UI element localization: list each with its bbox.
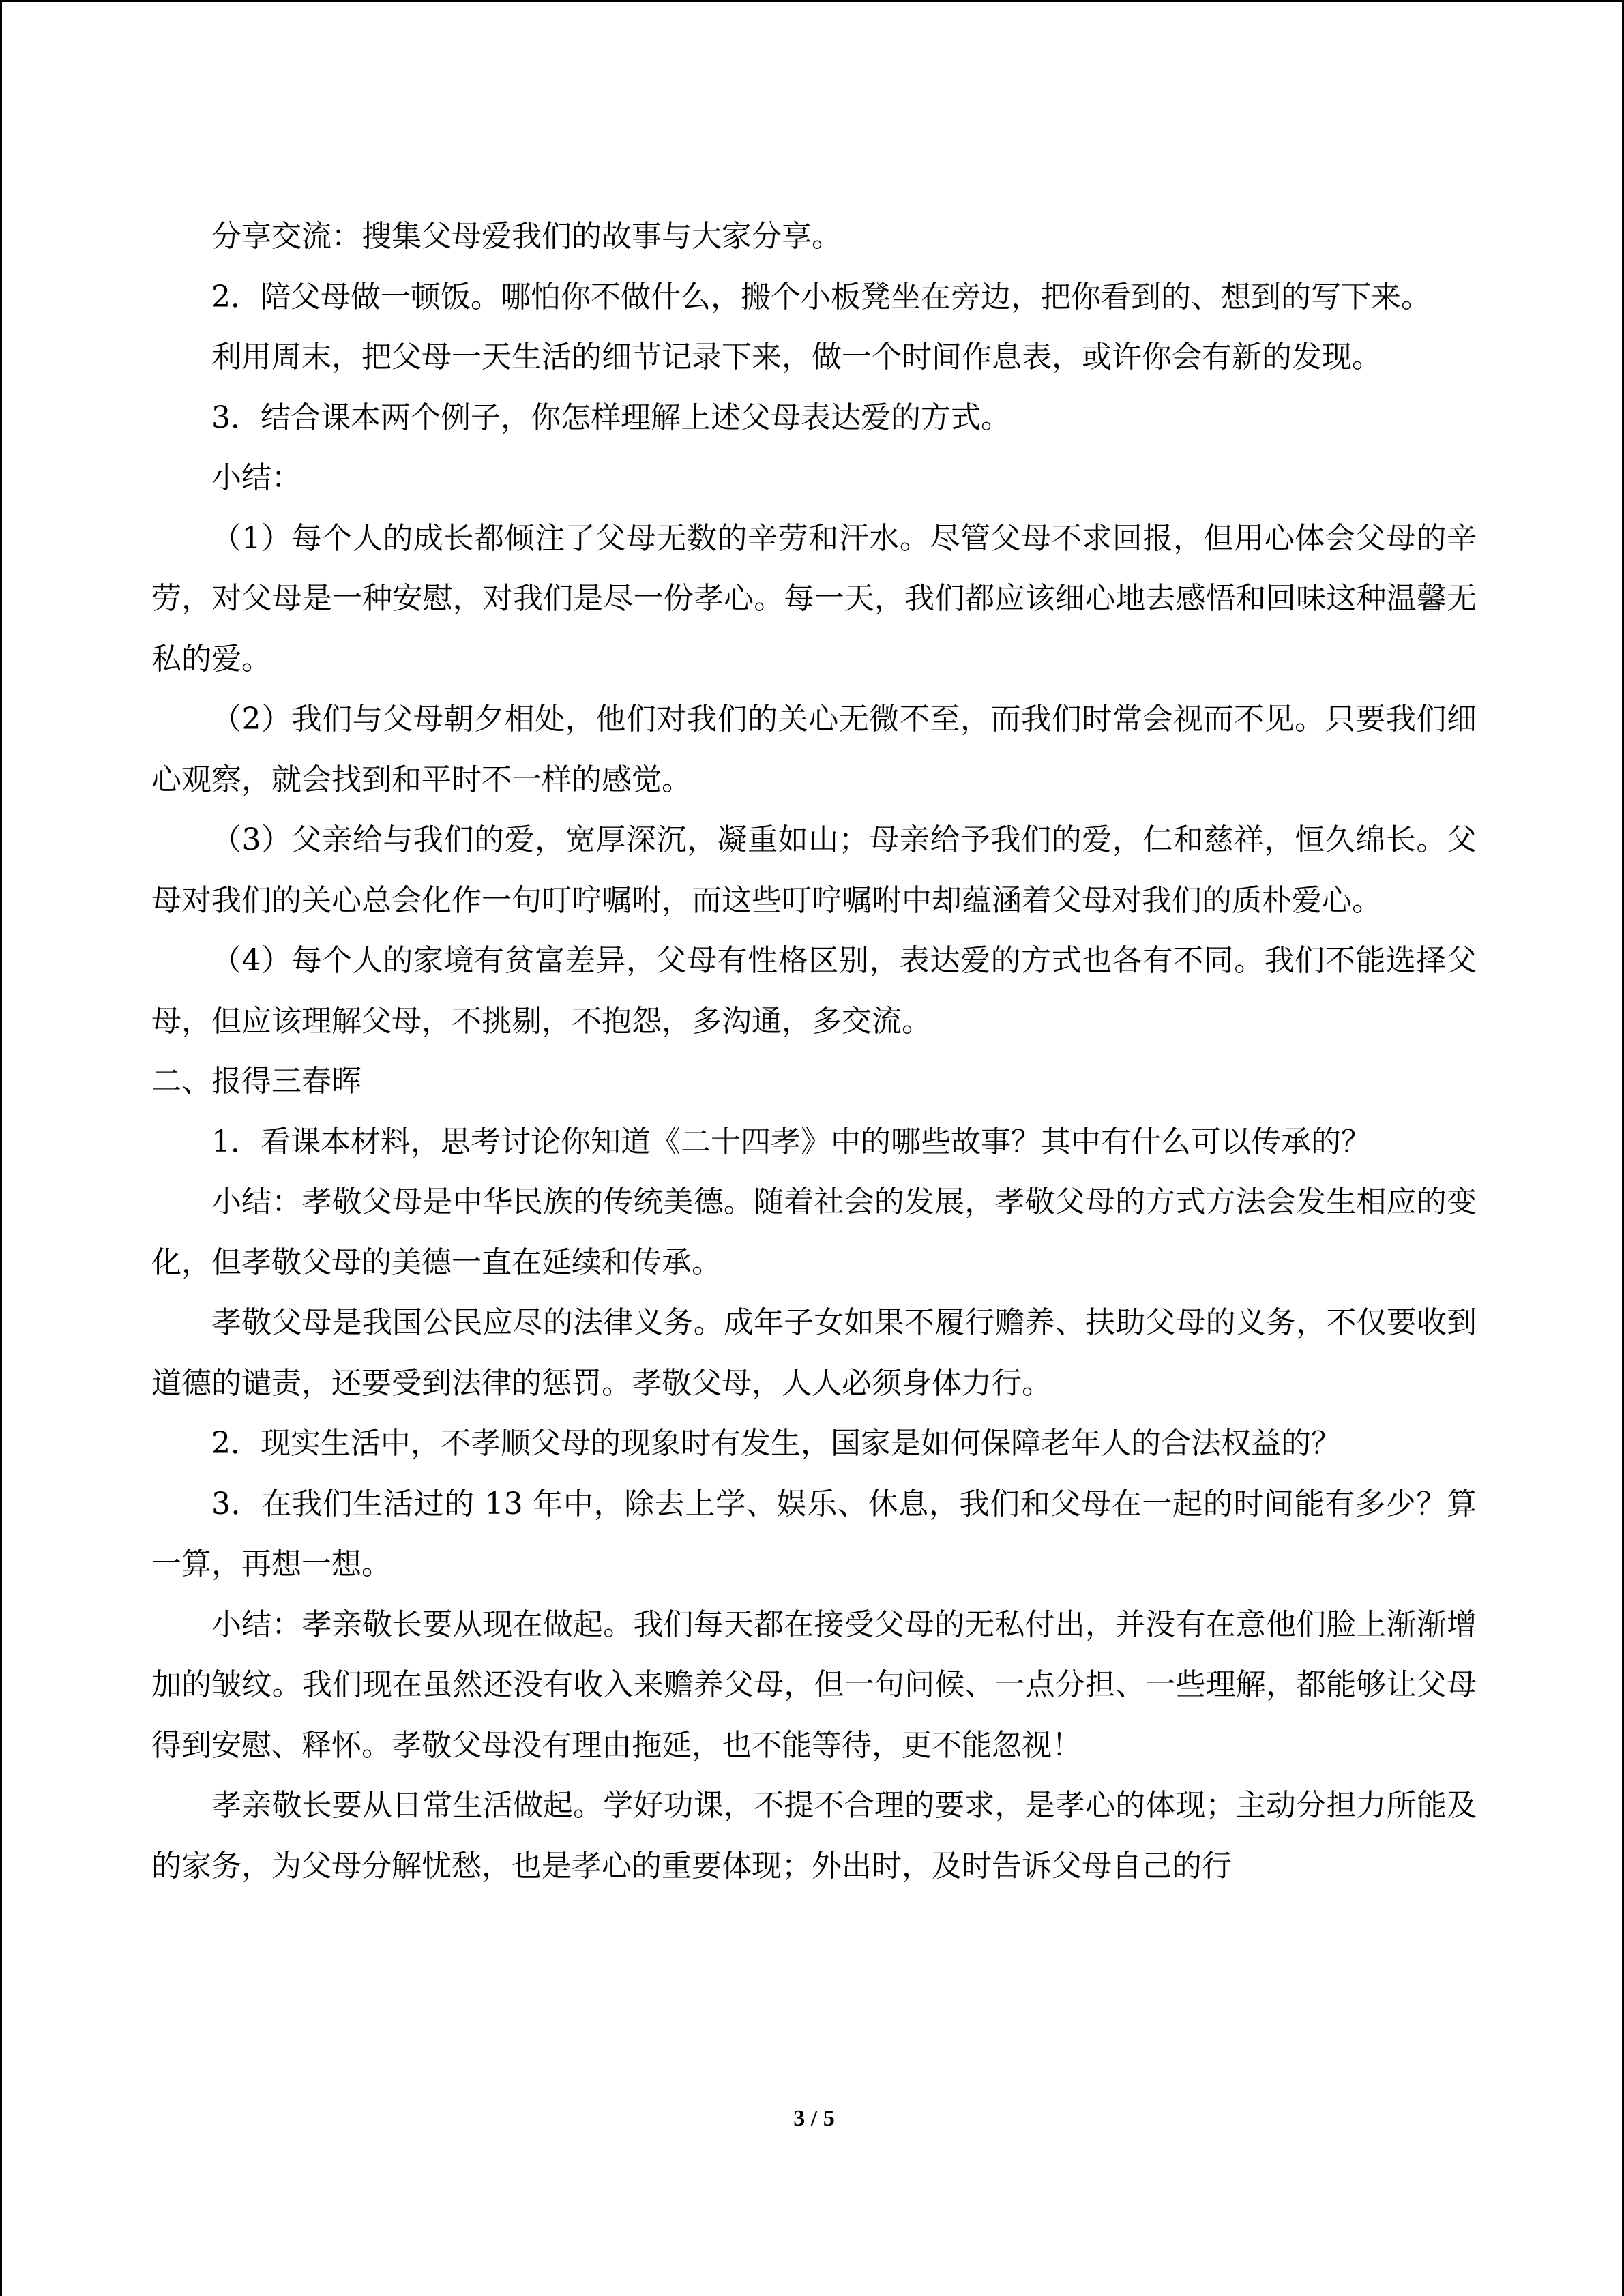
paragraph: 小结： [211,460,301,495]
paragraph: 分享交流：搜集父母爱我们的故事与大家分享。 [211,219,842,254]
page-number: 3 / 5 [793,2106,835,2131]
paragraph: 小结：孝亲敬长要从现在做起。我们每天都在接受父母的无私付出，并没有在意他们脸上渐渐增加的皱纹。我们现在虽然还没有收入来赡养父母，但一句问候、一点分担、一些理解，都能够让父母得到安慰、释怀。孝敬父母没有理由拖延，也不能等待，更不能忽视！ [151,1607,1477,1763]
paragraph: 2．现实生活中，不孝顺父母的现象时有发生，国家是如何保障老年人的合法权益的？ [211,1426,1341,1461]
paragraph: （3）父亲给与我们的爱，宽厚深沉，凝重如山；母亲给予我们的爱，仁和慈祥，恒久绵长。父母对我们的关心总会化作一句叮咛嘱咐，而这些叮咛嘱咐中却蕴涵着父母对我们的质朴爱心。 [151,822,1477,918]
paragraph: 孝亲敬长要从日常生活做起。学好功课，不提不合理的要求，是孝心的体现；主动分担力所能及的家务，为父母分解忧愁，也是孝心的重要体现；外出时，及时告诉父母自己的行 [151,1788,1477,1883]
paragraph: 1．看课本材料，思考讨论你知道《二十四孝》中的哪些故事？其中有什么可以传承的？ [211,1124,1371,1159]
paragraph: 小结：孝敬父母是中华民族的传统美德。随着社会的发展，孝敬父母的方式方法会发生相应的变化，但孝敬父母的美德一直在延续和传承。 [151,1184,1477,1280]
paragraph: 利用周末，把父母一天生活的细节记录下来，做一个时间作息表，或许你会有新的发现。 [211,340,1382,374]
paragraph: 孝敬父母是我国公民应尽的法律义务。成年子女如果不履行赡养、扶助父母的义务，不仅要收到道德的谴责，还要受到法律的惩罚。孝敬父母，人人必须身体力行。 [151,1305,1477,1401]
paragraph: （2）我们与父母朝夕相处，他们对我们的关心无微不至，而我们时常会视而不见。只要我们细心观察，就会找到和平时不一样的感觉。 [151,702,1477,797]
paragraph: 3．在我们生活过的 13 年中，除去上学、娱乐、休息，我们和父母在一起的时间能有多少？算一算，再想一想。 [151,1486,1477,1581]
paragraph: 2．陪父母做一顿饭。哪怕你不做什么，搬个小板凳坐在旁边，把你看到的、想到的写下来。 [211,279,1431,314]
paragraph: 3．结合课本两个例子，你怎样理解上述父母表达爱的方式。 [211,400,1011,435]
paragraph: （4）每个人的家境有贫富差异，父母有性格区别，表达爱的方式也各有不同。我们不能选择父母，但应该理解父母，不挑剔，不抱怨，多沟通，多交流。 [151,943,1477,1039]
document-body [151,207,1477,1896]
paragraph: （1）每个人的成长都倾注了父母无数的辛劳和汗水。尽管父母不求回报，但用心体会父母的辛劳，对父母是一种安慰，对我们是尽一份孝心。每一天，我们都应该细心地去感悟和回味这种温馨无私的爱。 [151,520,1477,676]
section-heading: 二、报得三春晖 [151,1064,361,1099]
